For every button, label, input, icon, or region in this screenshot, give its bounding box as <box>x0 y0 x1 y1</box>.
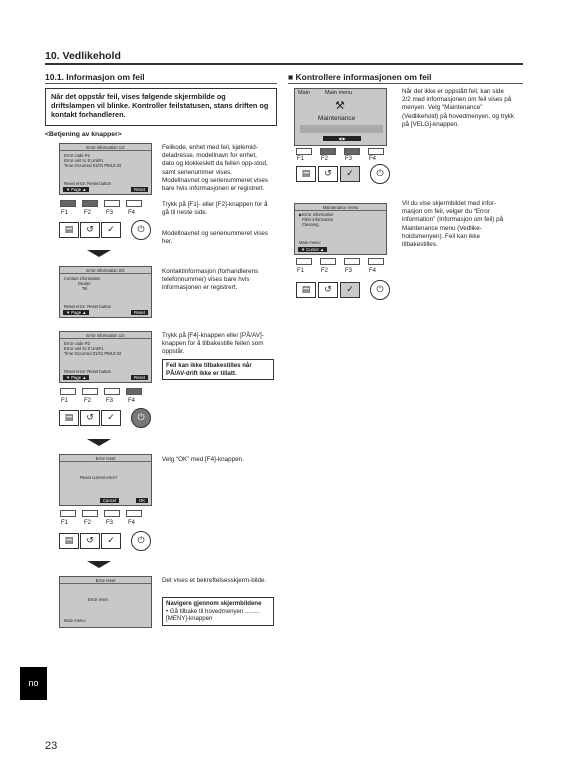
screen-title: Error information 1/2 <box>60 145 151 151</box>
ops-label: <Betjening av knapper> <box>45 131 122 138</box>
f4-label: F4 <box>128 210 136 216</box>
down-arrow-icon <box>87 439 111 446</box>
f2-label: F2 <box>321 268 329 274</box>
step3-text: Trykk på [F4]-knappen eller [PÅ/AV]-knappen for å tilbakestille feilen som oppstår. <box>162 332 264 356</box>
screen-reset-bar: Reset <box>131 187 148 192</box>
warning-box: Feil kan ikke tilbakestilles når PÅ/AV-drift ikke er tillatt. <box>162 359 274 380</box>
step5-text: Det vises et bekreftelsesskjerm-bilde. <box>162 577 267 584</box>
f3-button[interactable] <box>344 258 360 265</box>
lcd-screen-1 <box>59 143 152 195</box>
f2-label: F2 <box>84 210 92 216</box>
f4-button[interactable] <box>126 510 142 517</box>
f1-button[interactable] <box>296 148 312 155</box>
select-button[interactable]: ✓ <box>101 410 121 426</box>
step1-hint: Trykk på [F1]- eller [F2]-knappen for å gå til neste side. <box>162 201 268 217</box>
screen-line: Cleaning <box>302 222 319 227</box>
screen-line: Time Occurred 01/01 PM12:34 <box>64 163 122 168</box>
screen-reset-bar: Reset <box>131 375 148 380</box>
screen-line: Filter information <box>302 217 334 222</box>
lcd-screen-maintenance <box>294 203 387 255</box>
f4-button[interactable] <box>368 148 384 155</box>
f1-label: F1 <box>297 156 305 162</box>
language-tab: no <box>20 667 47 700</box>
screen-ok-bar: OK <box>136 498 148 503</box>
return-button[interactable]: ↺ <box>318 166 338 182</box>
select-button[interactable]: ✓ <box>101 222 121 238</box>
section-rule-left <box>45 83 277 84</box>
f4-label: F4 <box>369 268 377 274</box>
nav-box-title: Navigere gjennom skjermbildene <box>166 600 262 607</box>
screen-reset-bar: Reset <box>131 310 148 315</box>
nav-box-body: • Gå tilbake til hovedmenyen ......... [MENY]-knappen <box>166 607 261 623</box>
right-text-a: Når det ikke er oppstått feil, kan side 2/2 med informasjonen om feil vises på menyen. Velg "Maintenance" (Vedlikehold) på hovedmenyen, og trykk på [VELG]-knappen. <box>402 88 515 128</box>
f4-button[interactable] <box>126 388 142 395</box>
return-button[interactable]: ↺ <box>318 282 338 298</box>
f4-label: F4 <box>128 398 136 404</box>
select-button[interactable]: ✓ <box>340 166 360 182</box>
lcd-screen-4 <box>59 454 152 506</box>
screen-icon-row <box>300 125 383 133</box>
section-title-right: ■ Kontrollere informasjonen om feil <box>288 72 432 82</box>
f2-label: F2 <box>321 156 329 162</box>
f3-button[interactable] <box>104 510 120 517</box>
menu-button[interactable]: ▤ <box>59 533 79 549</box>
screen-label: Maintenance <box>318 115 356 122</box>
screen-line: Main menu: <box>299 240 321 245</box>
f1-label: F1 <box>297 268 305 274</box>
screen-line: Tel <box>82 286 88 291</box>
power-button[interactable]: ⏻ <box>370 280 390 300</box>
lcd-screen-5 <box>59 576 152 628</box>
select-button[interactable]: ✓ <box>101 533 121 549</box>
screen-line: Contact information <box>64 276 101 281</box>
f3-button[interactable] <box>104 200 120 207</box>
f4-button[interactable] <box>126 200 142 207</box>
screen-page-bar: ▼ Page ▲ <box>63 187 89 192</box>
lcd-screen-main-menu <box>294 88 387 146</box>
lcd-screen-3 <box>59 331 152 383</box>
f3-label: F3 <box>345 156 353 162</box>
screen-title: Main menu <box>325 90 353 96</box>
screen-line: Main menu: <box>64 618 86 623</box>
f1-button[interactable] <box>60 200 76 207</box>
page-number: 23 <box>45 740 58 752</box>
screen-line: Reset error: Reset button <box>64 304 112 309</box>
down-arrow-icon <box>87 250 111 257</box>
f3-label: F3 <box>345 268 353 274</box>
header-rule <box>45 63 523 65</box>
screen-line: Reset error: Reset button <box>64 369 112 374</box>
screen-line: Error code P2 <box>64 153 90 158</box>
select-button[interactable]: ✓ <box>340 282 360 298</box>
power-button[interactable]: ⏻ <box>131 220 151 240</box>
f4-button[interactable] <box>368 258 384 265</box>
f2-label: F2 <box>84 520 92 526</box>
step1-note: Modellnavnet og serienummeret vises her. <box>162 230 269 246</box>
step2-text: Kontaktinformasjon (forhandlerens telefonnummer) vises bare hvis informasjonen er registrert. <box>162 268 259 292</box>
f3-label: F3 <box>106 210 114 216</box>
right-text-b: Vil du vise skjermbildet med infor-masjon om feil, velger du “Error information” (Informasjon om feil) på Maintenance menu (Vedlike-holdsmenyen). Feil kan ikke tilbakestilles. <box>402 200 504 248</box>
section-title-right-text: Kontrollere informasjonen om feil <box>295 72 432 82</box>
menu-button[interactable]: ▤ <box>296 282 316 298</box>
screen-title: Error reset <box>60 456 151 462</box>
f1-button[interactable] <box>296 258 312 265</box>
section-title-left: 10.1. Informasjon om feil <box>45 72 145 82</box>
screen-main: Main <box>298 90 310 96</box>
lcd-screen-2 <box>59 266 152 318</box>
f1-label: F1 <box>61 398 69 404</box>
wrench-icon: ⚒ <box>335 99 345 112</box>
f1-label: F1 <box>61 520 69 526</box>
screen-line: Error unit IU 0 Unit#1 <box>64 346 104 351</box>
screen-page-bar: ▼ Page ▲ <box>63 375 89 380</box>
f2-button[interactable] <box>82 200 98 207</box>
screen-line: Error reset <box>88 597 108 602</box>
screen-line: Error unit IU 0 Unit#1 <box>64 158 104 163</box>
menu-button[interactable]: ▤ <box>59 222 79 238</box>
f1-button[interactable] <box>60 510 76 517</box>
return-button[interactable]: ↺ <box>80 533 100 549</box>
f2-button[interactable] <box>82 510 98 517</box>
f2-button[interactable] <box>320 258 336 265</box>
menu-button[interactable]: ▤ <box>296 166 316 182</box>
section-rule-right <box>288 83 523 84</box>
f1-label: F1 <box>61 210 69 216</box>
screen-cursor-bar: ▼ Cursor ▲ <box>298 247 327 252</box>
step4-text: Velg “OK” med [F4]-knappen. <box>162 456 244 463</box>
screen-line: Dealer <box>78 281 91 286</box>
f2-button[interactable] <box>82 388 98 395</box>
screen-line: Time Occurred 01/01 PM12:34 <box>64 351 122 356</box>
nav-box <box>162 597 274 626</box>
page-title: 10. Vedlikehold <box>45 50 121 62</box>
step1-text: Feilkode, enhet med feil, kjølemid-deladresse, modellnavn for enhet, dato og klokkeslett da feilen opp-stod, samt serienummer vises. Modellnavnet og serienummeret vises bare hvis informasjonen er registrert. <box>162 144 269 192</box>
f3-button[interactable] <box>104 388 120 395</box>
screen-line: Error code P2 <box>64 341 90 346</box>
f3-button[interactable] <box>344 148 360 155</box>
screen-title: Error reset <box>60 578 151 584</box>
intro-box: Når det oppstår feil, vises følgende skjermbilde og driftslampen vil blinke. Kontroller feilstatusen, stans driften og kontakt forhandleren. <box>45 88 277 126</box>
f3-label: F3 <box>106 520 114 526</box>
f1-button[interactable] <box>60 388 76 395</box>
power-button[interactable]: ⏻ <box>131 408 151 428</box>
down-arrow-icon <box>87 561 111 568</box>
screen-title: Error information 1/2 <box>60 333 151 339</box>
screen-title: Maintenance menu <box>295 205 386 211</box>
screen-page-bar: ▼ Page ▲ <box>63 310 89 315</box>
screen-line: Reset current error? <box>80 475 118 480</box>
screen-line: ▶Error information <box>299 212 334 217</box>
screen-title: Error information 2/2 <box>60 268 151 274</box>
f2-label: F2 <box>84 398 92 404</box>
screen-line: Reset error: Reset button <box>64 181 112 186</box>
f2-button[interactable] <box>320 148 336 155</box>
menu-button[interactable]: ▤ <box>59 410 79 426</box>
power-button[interactable]: ⏻ <box>131 531 151 551</box>
power-button[interactable]: ⏻ <box>370 164 390 184</box>
f4-label: F4 <box>369 156 377 162</box>
return-button[interactable]: ↺ <box>80 410 100 426</box>
screen-cancel-bar: Cancel <box>100 498 119 503</box>
screen-nav-bar: ◀ ▶ <box>323 136 361 141</box>
f3-label: F3 <box>106 398 114 404</box>
return-button[interactable]: ↺ <box>80 222 100 238</box>
f4-label: F4 <box>128 520 136 526</box>
